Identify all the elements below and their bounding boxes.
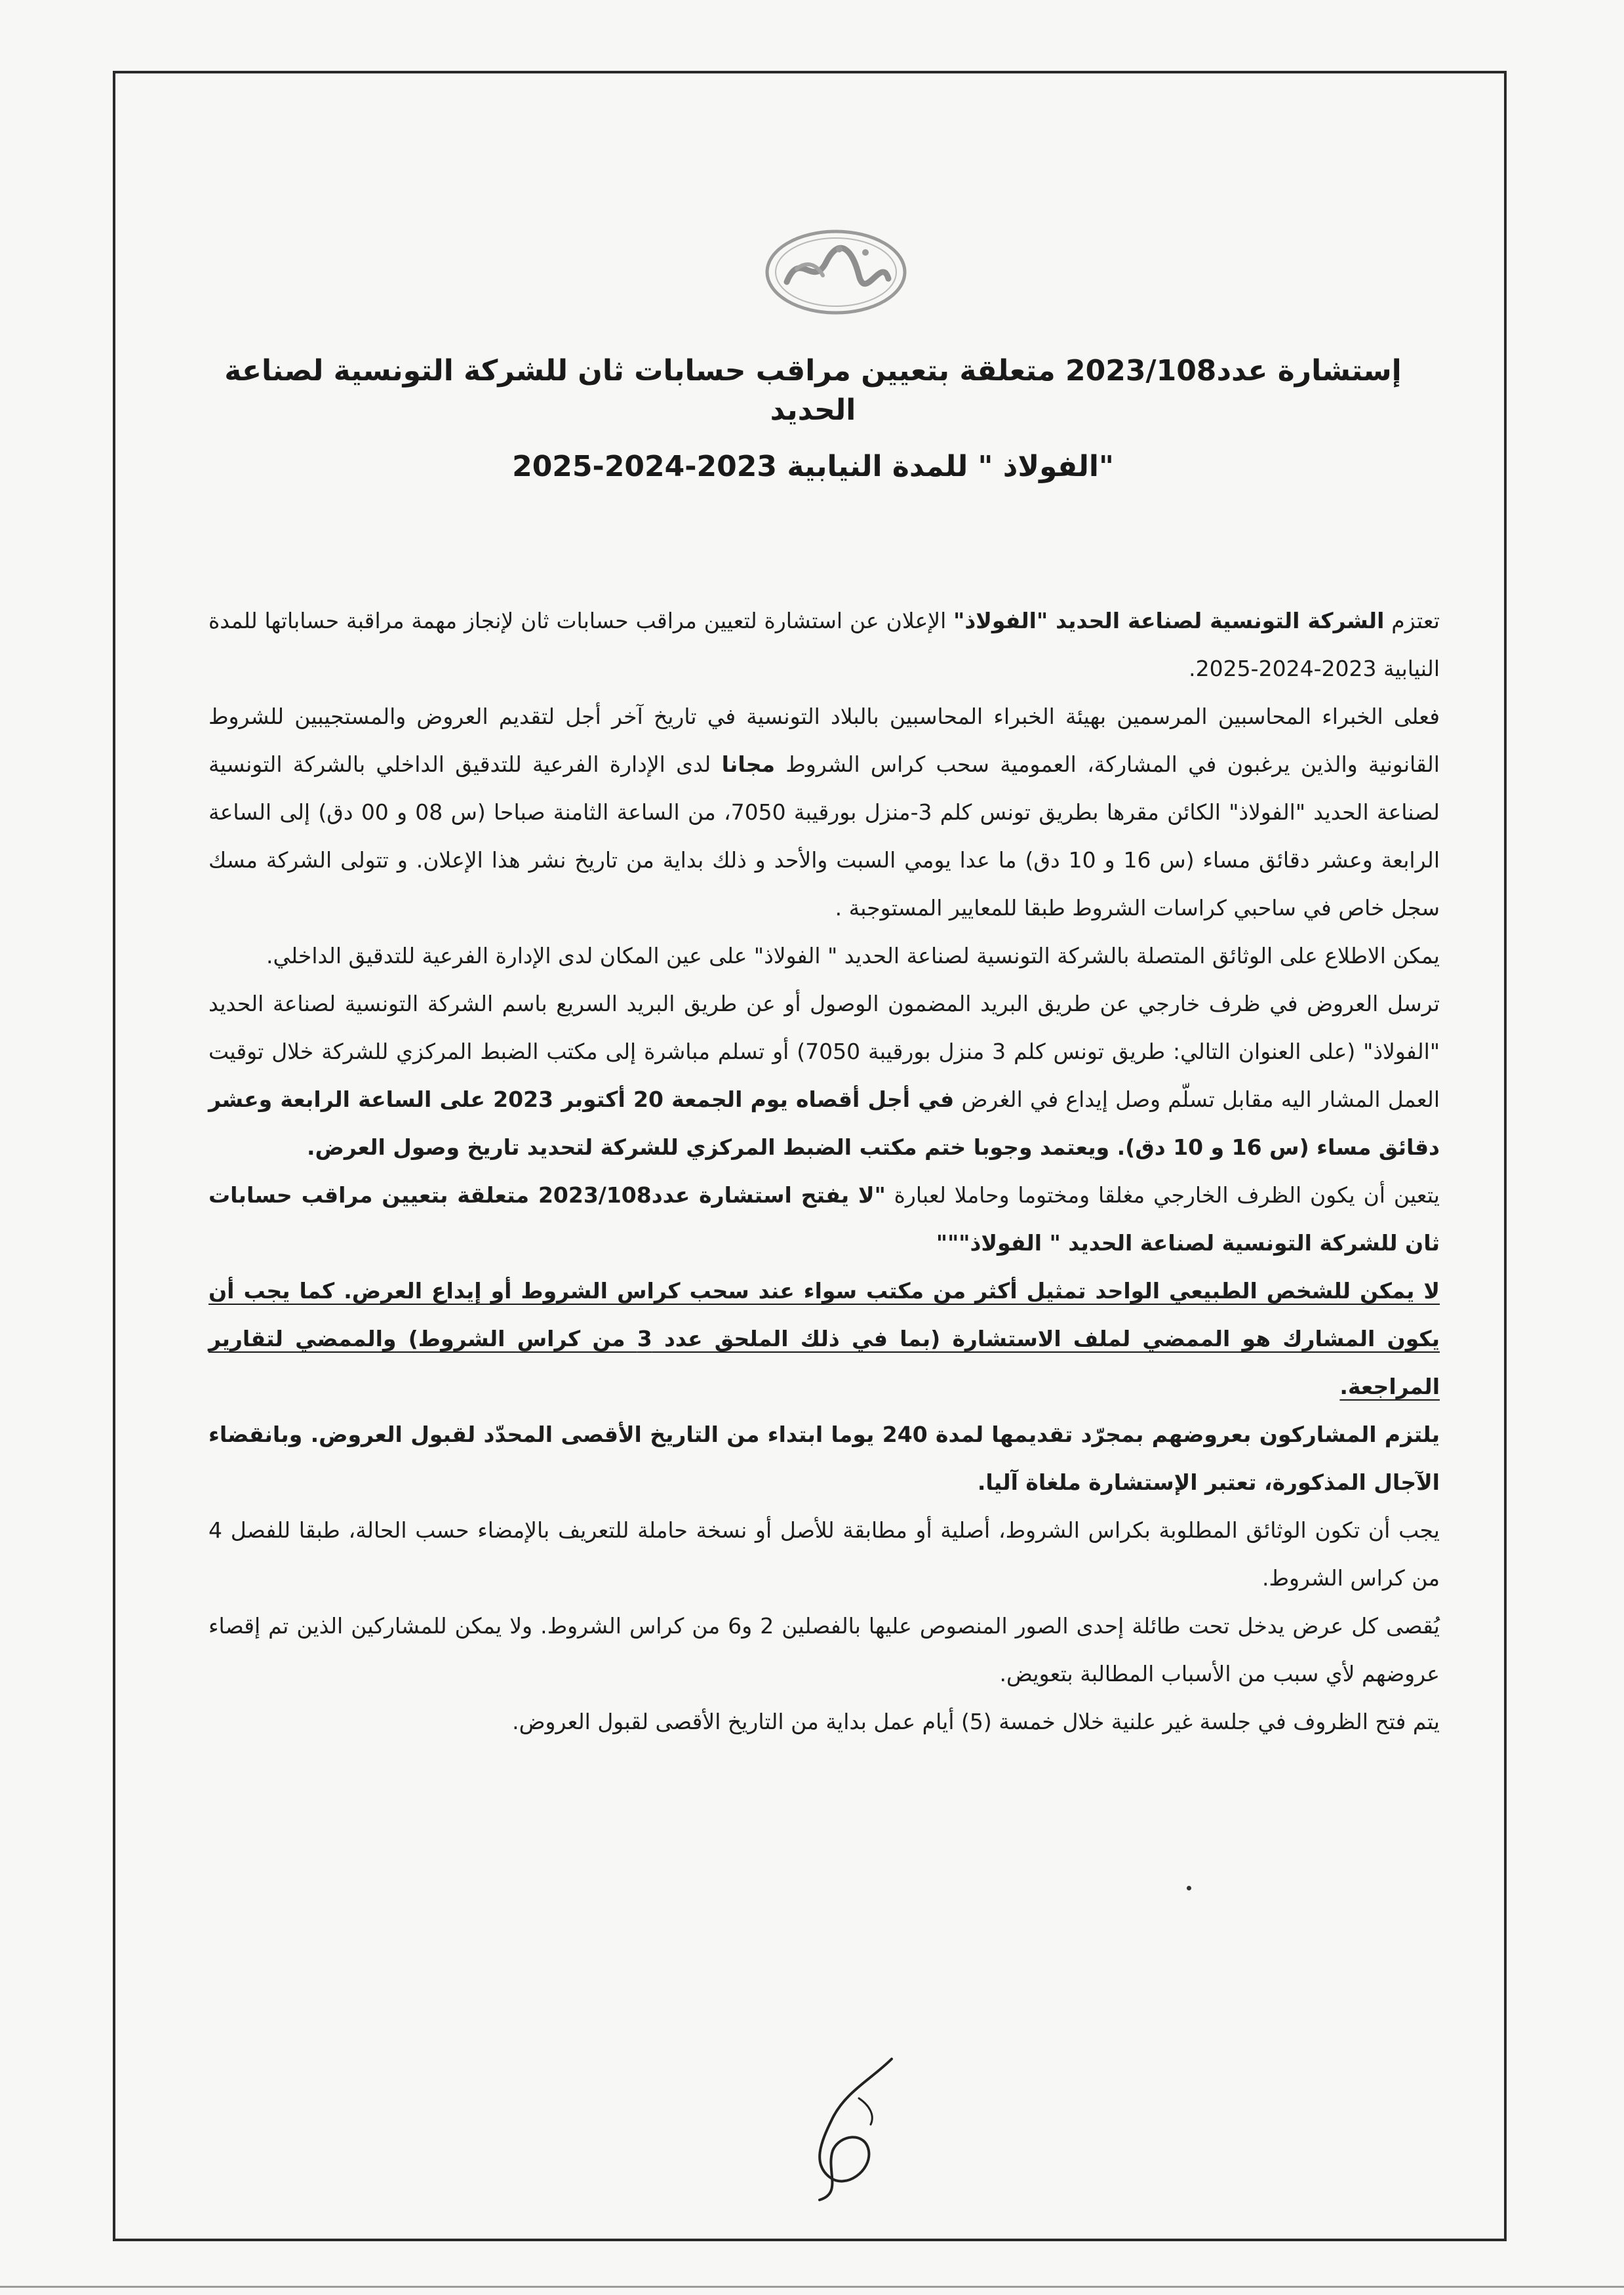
document-body	[208, 597, 1440, 1746]
document-title-line-1: إستشارة عدد2023/108 متعلقة بتعيين مراقب حسابات ثان للشركة التونسية لصناعة الحديد	[224, 354, 1402, 427]
deadline-bold: في أجل أقصاه يوم الجمعة 20 أكتوبر 2023 على الساعة الرابعة وعشر دقائق مساء (س 16 و 10 دق). ويعتمد وجوبا ختم مكتب الضبط المركزي للشركة لتحديد تاريخ وصول العرض.	[208, 1087, 1440, 1160]
company-name-bold: الشركة التونسية لصناعة الحديد "الفولاذ"	[953, 608, 1385, 633]
scan-artifact-dot	[1187, 1886, 1191, 1890]
paragraph-submission	[208, 980, 1440, 1171]
paragraph-text: يتعين أن يكون الظرف الخارجي مغلقا ومختوما وحاملا لعبارة	[885, 1182, 1440, 1208]
paragraph-envelope	[208, 1171, 1440, 1267]
paragraph-announcement	[208, 597, 1440, 692]
paragraph-representation-rule: لا يمكن للشخص الطبيعي الواحد تمثيل أكثر من مكتب سواء عند سحب كراس الشروط أو إيداع العرض. كما يجب أن يكون المشارك هو الممضي لملف الاستشارة (بما في ذلك الملحق عدد 3 من كراس الشروط) والممضي لتقارير المراجعة.	[208, 1278, 1440, 1399]
paragraph-text: ترسل العروض في ظرف خارجي عن طريق البريد المضمون الوصول أو عن طريق البريد السريع باسم الشركة التونسية لصناعة الحديد "الفولاذ" (على العنوان التالي: طريق تونس كلم 3 منزل بورقيبة 7050) أو تسلم مباشرة إلى مكتب الضبط المركزي للشركة خلال توقيت العمل المشار اليه مقابل تسلّم وصل إيداع في الغرض	[208, 991, 1440, 1112]
paragraph-exclusion: يُقصى كل عرض يدخل تحت طائلة إحدى الصور المنصوص عليها بالفصلين 2 و6 من كراس الشروط. ولا يمكن للمشاركين الذين تم إقصاء عروضهم لأي سبب من الأسباب المطالبة بتعويض.	[208, 1613, 1440, 1686]
document-title-line-2: "الفولاذ " للمدة النيابية 2023-2024-2025	[512, 450, 1114, 483]
scan-edge-line	[0, 2286, 1624, 2288]
paragraph-text: لدى الإدارة الفرعية للتدقيق الداخلي بالشركة التونسية لصناعة الحديد "الفولاذ" الكائن مقرها بطريق تونس كلم 3-منزل بورقيبة 7050، من الساعة الثامنة صباحا (س 08 و 00 دق) إلى الساعة الرابعة وعشر دقائق مساء (س 16 و 10 دق) ما عدا يومي السبت والأحد و ذلك بداية من تاريخ نشر هذا الإعلان. و تتولى الشركة مسك سجل خاص في ساحبي كراسات الشروط طبقا للمعايير المستوجبة .	[208, 751, 1440, 921]
paragraph-eligibility	[208, 692, 1440, 932]
handwritten-signature-icon	[793, 2052, 911, 2203]
paragraph-offer-validity: يلتزم المشاركون بعروضهم بمجرّد تقديمها لمدة 240 يوما ابتداء من التاريخ الأقصى المحدّد لقبول العروض. وبانقضاء الآجال المذكورة، تعتبر الإستشارة ملغاة آليا.	[208, 1422, 1440, 1495]
paragraph-required-documents: يجب أن تكون الوثائق المطلوبة بكراس الشروط، أصلية أو مطابقة للأصل أو نسخة حاملة للتعريف بالإمضاء حسب الحالة، طبقا للفصل 4 من كراس الشروط.	[208, 1517, 1440, 1591]
paragraph-text: الإعلان عن استشارة لتعيين مراقب حسابات ثان لإنجاز مهمة مراقبة حساباتها للمدة النيابية 2023-2024-2025.	[208, 608, 1440, 681]
free-of-charge-bold: مجانا	[721, 751, 776, 777]
paragraph-documents-access: يمكن الاطلاع على الوثائق المتصلة بالشركة التونسية لصناعة الحديد " الفولاذ" على عين المكان لدى الإدارة الفرعية للتدقيق الداخلي.	[266, 943, 1440, 968]
paragraph-text: تعتزم	[1384, 608, 1440, 633]
envelope-label-bold: "لا يفتح استشارة عدد2023/108 متعلقة بتعيين مراقب حسابات ثان للشركة التونسية لصناعة الحديد " الفولاذ"""	[208, 1182, 1440, 1256]
paragraph-text: فعلى الخبراء المحاسبين المرسمين بهيئة الخبراء المحاسبين بالبلاد التونسية في تاريخ آخر أجل لتقديم العروض والمستجيبين للشروط القانونية والذين يرغبون في المشاركة، العمومية سحب كراس الشروط	[208, 704, 1440, 777]
el-fouladh-logo-icon	[761, 223, 911, 321]
paragraph-opening: يتم فتح الظروف في جلسة غير علنية خلال خمسة (5) أيام عمل بداية من التاريخ الأقصى لقبول العروض.	[512, 1709, 1440, 1734]
